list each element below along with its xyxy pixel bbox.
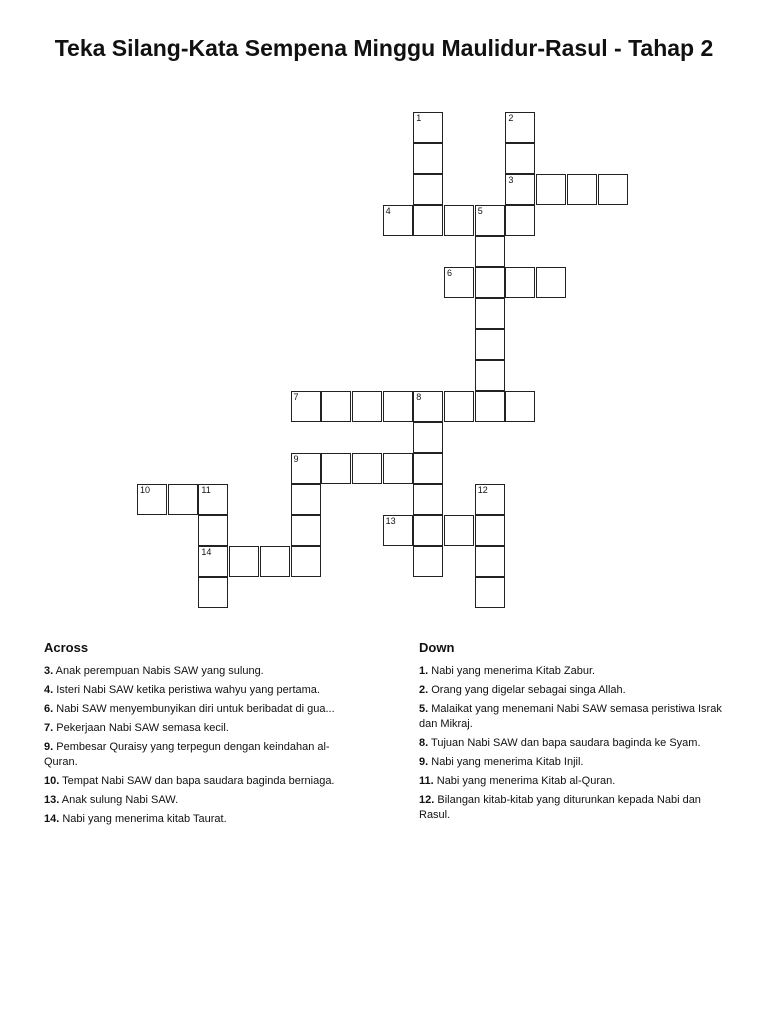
crossword-cell[interactable] bbox=[475, 515, 505, 546]
clue-number: 11 bbox=[201, 485, 211, 495]
crossword-cell[interactable] bbox=[198, 484, 228, 515]
page-title: Teka Silang-Kata Sempena Minggu Maulidur-Rasul - Tahap 2 bbox=[54, 35, 714, 61]
crossword-cell[interactable] bbox=[536, 267, 566, 298]
clue-text: Anak perempuan Nabis SAW yang sulung. bbox=[55, 665, 264, 677]
clue-number: 14 bbox=[201, 547, 212, 557]
down-clue bbox=[419, 683, 729, 698]
crossword-cell[interactable] bbox=[198, 515, 228, 546]
clue-number: 12. bbox=[419, 794, 435, 806]
clue-number: 2. bbox=[419, 684, 429, 696]
clue-number: 10 bbox=[140, 485, 151, 495]
crossword-cell[interactable] bbox=[413, 205, 443, 236]
clue-number: 7 bbox=[293, 392, 299, 402]
crossword-cell[interactable] bbox=[352, 453, 382, 484]
across-clue bbox=[44, 812, 344, 827]
clue-text: Nabi SAW menyembunyikan diri untuk beribadat di gua... bbox=[56, 703, 335, 715]
clue-number: 4 bbox=[385, 206, 391, 216]
clue-number: 5. bbox=[419, 703, 429, 715]
crossword-cell[interactable] bbox=[475, 391, 505, 422]
across-clue bbox=[44, 793, 344, 808]
crossword-cell[interactable] bbox=[383, 205, 413, 236]
clue-number: 12 bbox=[477, 485, 488, 495]
across-clue bbox=[44, 721, 344, 736]
crossword-cell[interactable] bbox=[505, 143, 535, 174]
crossword-cell[interactable] bbox=[137, 484, 167, 515]
crossword-cell[interactable] bbox=[229, 546, 259, 577]
crossword-cell[interactable] bbox=[291, 453, 321, 484]
crossword-cell[interactable] bbox=[291, 391, 321, 422]
clue-number: 14. bbox=[44, 813, 60, 825]
down-heading: Down bbox=[419, 640, 455, 655]
clue-number: 9. bbox=[44, 741, 54, 753]
crossword-cell[interactable] bbox=[444, 391, 474, 422]
clue-text: Nabi yang menerima kitab Taurat. bbox=[62, 813, 227, 825]
clue-text: Pekerjaan Nabi SAW semasa kecil. bbox=[56, 722, 229, 734]
clue-text: Nabi yang menerima Kitab Injil. bbox=[431, 756, 584, 768]
down-clue bbox=[419, 755, 729, 770]
crossword-cell[interactable] bbox=[505, 174, 535, 205]
crossword-cell[interactable] bbox=[475, 484, 505, 515]
down-clue bbox=[419, 702, 729, 732]
crossword-cell[interactable] bbox=[413, 143, 443, 174]
clue-number: 10. bbox=[44, 775, 60, 787]
crossword-cell[interactable] bbox=[168, 484, 198, 515]
clue-text: Bilangan kitab-kitab yang diturunkan kepada Nabi dan Rasul. bbox=[419, 794, 701, 821]
across-clue bbox=[44, 664, 344, 679]
crossword-cell[interactable] bbox=[321, 391, 351, 422]
crossword-cell[interactable] bbox=[383, 515, 413, 546]
clue-number: 4. bbox=[44, 684, 54, 696]
clue-number: 7. bbox=[44, 722, 54, 734]
clue-number: 2 bbox=[508, 113, 514, 123]
down-clue bbox=[419, 774, 729, 789]
clue-number: 3. bbox=[44, 665, 54, 677]
clue-number: 1 bbox=[416, 113, 422, 123]
across-clues bbox=[44, 640, 344, 831]
clue-number: 11. bbox=[419, 775, 434, 787]
down-clue bbox=[419, 736, 729, 751]
crossword-cell[interactable] bbox=[291, 484, 321, 515]
clue-text: Nabi yang menerima Kitab al-Quran. bbox=[436, 775, 616, 787]
clue-text: Tujuan Nabi SAW dan bapa saudara baginda ke Syam. bbox=[431, 737, 701, 749]
down-clue bbox=[419, 793, 729, 823]
crossword-cell[interactable] bbox=[413, 112, 443, 143]
clue-text: Malaikat yang menemani Nabi SAW semasa peristiwa Israk dan Mikraj. bbox=[419, 703, 722, 730]
crossword-cell[interactable] bbox=[383, 453, 413, 484]
crossword-cell[interactable] bbox=[475, 205, 505, 236]
clue-number: 9 bbox=[293, 454, 299, 464]
clue-number: 8 bbox=[416, 392, 422, 402]
crossword-cell[interactable] bbox=[198, 546, 228, 577]
crossword-cell[interactable] bbox=[444, 205, 474, 236]
down-clues bbox=[419, 640, 729, 827]
crossword-cell[interactable] bbox=[536, 174, 566, 205]
clue-number: 6. bbox=[44, 703, 54, 715]
clue-number: 8. bbox=[419, 737, 429, 749]
crossword-cell[interactable] bbox=[444, 267, 474, 298]
crossword-cell[interactable] bbox=[260, 546, 290, 577]
clue-text: Orang yang digelar sebagai singa Allah. bbox=[431, 684, 626, 696]
crossword-cell[interactable] bbox=[475, 546, 505, 577]
crossword-cell[interactable] bbox=[475, 267, 505, 298]
clue-number: 13 bbox=[385, 516, 396, 526]
crossword-cell[interactable] bbox=[567, 174, 597, 205]
crossword-cell[interactable] bbox=[352, 391, 382, 422]
clue-text: Anak sulung Nabi SAW. bbox=[61, 794, 179, 806]
across-heading: Across bbox=[44, 640, 89, 655]
crossword-cell[interactable] bbox=[475, 298, 505, 329]
down-clue bbox=[419, 664, 729, 679]
clue-number: 1. bbox=[419, 665, 429, 677]
crossword-cell[interactable] bbox=[383, 391, 413, 422]
crossword-cell[interactable] bbox=[413, 422, 443, 453]
crossword-cell[interactable] bbox=[475, 236, 505, 267]
crossword-cell[interactable] bbox=[413, 546, 443, 577]
crossword-cell[interactable] bbox=[321, 453, 351, 484]
crossword-cell[interactable] bbox=[444, 515, 474, 546]
crossword-cell[interactable] bbox=[413, 391, 443, 422]
crossword-cell[interactable] bbox=[475, 577, 505, 608]
clue-number: 3 bbox=[508, 175, 514, 185]
crossword-cell[interactable] bbox=[505, 205, 535, 236]
crossword-cell[interactable] bbox=[475, 360, 505, 391]
crossword-cell[interactable] bbox=[505, 112, 535, 143]
crossword-cell[interactable] bbox=[198, 577, 228, 608]
crossword-cell[interactable] bbox=[413, 515, 443, 546]
clue-number: 6 bbox=[447, 268, 453, 278]
clue-text: Nabi yang menerima Kitab Zabur. bbox=[431, 665, 596, 677]
clue-text: Isteri Nabi SAW ketika peristiwa wahyu yang pertama. bbox=[56, 684, 320, 696]
clue-number: 9. bbox=[419, 756, 429, 768]
crossword-cell[interactable] bbox=[291, 515, 321, 546]
across-clue bbox=[44, 683, 344, 698]
across-clue bbox=[44, 702, 344, 717]
crossword-cell[interactable] bbox=[413, 484, 443, 515]
across-clue bbox=[44, 740, 344, 770]
crossword-cell[interactable] bbox=[475, 329, 505, 360]
crossword-cell[interactable] bbox=[505, 391, 535, 422]
crossword-cell[interactable] bbox=[598, 174, 628, 205]
crossword-cell[interactable] bbox=[413, 453, 443, 484]
clue-text: Tempat Nabi SAW dan bapa saudara baginda berniaga. bbox=[62, 775, 335, 787]
clue-number: 5 bbox=[477, 206, 483, 216]
clue-text: Pembesar Quraisy yang terpegun dengan keindahan al-Quran. bbox=[44, 741, 330, 768]
crossword-cell[interactable] bbox=[291, 546, 321, 577]
across-clue bbox=[44, 774, 344, 789]
clue-number: 13. bbox=[44, 794, 60, 806]
crossword-cell[interactable] bbox=[413, 174, 443, 205]
crossword-cell[interactable] bbox=[505, 267, 535, 298]
